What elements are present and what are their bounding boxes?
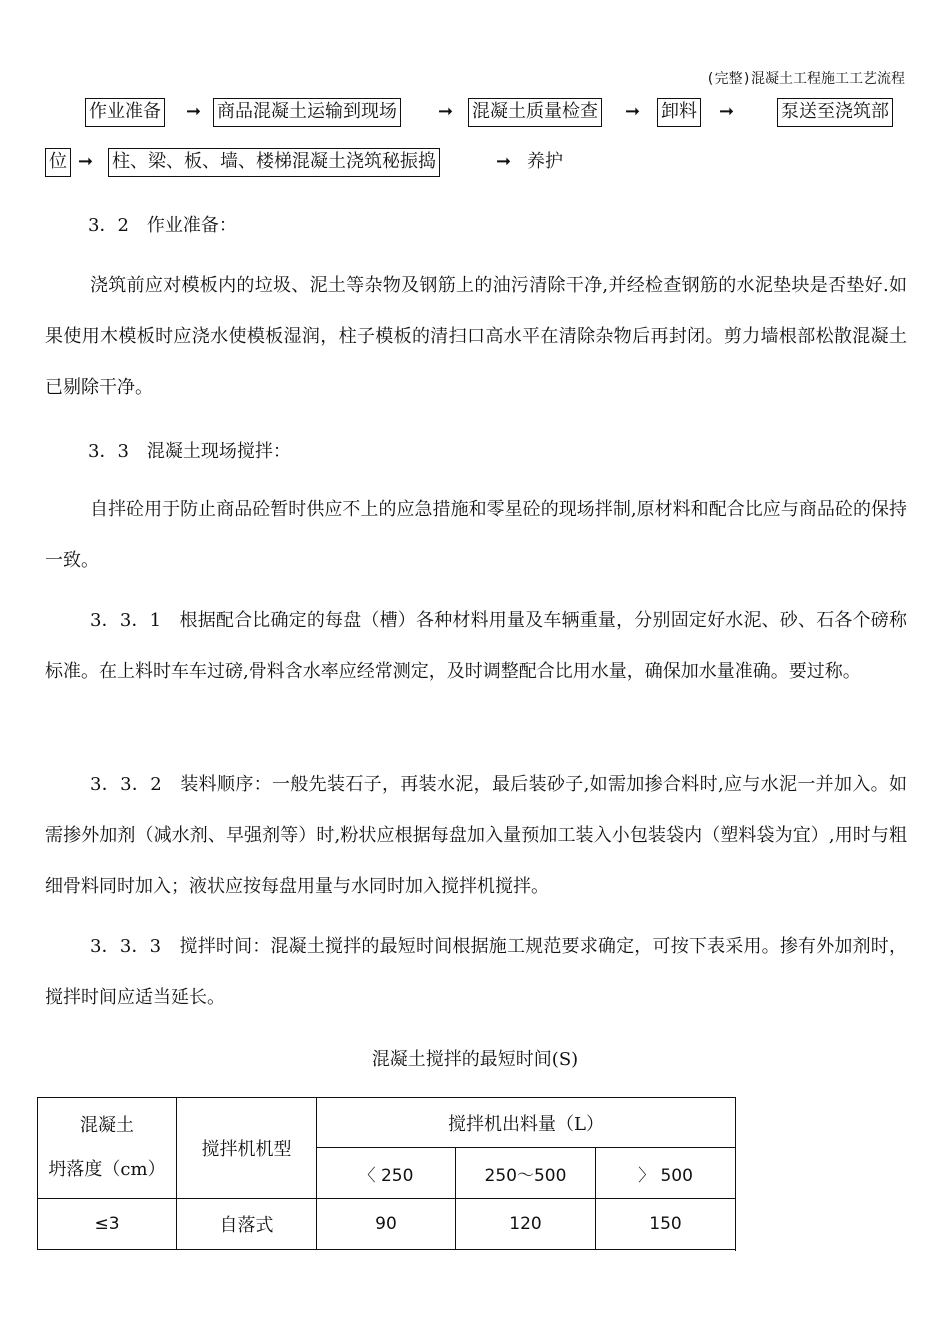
flow-arrow-icon: ➞: [438, 101, 454, 122]
table-caption: 混凝土搅拌的最短时间(S): [371, 1049, 579, 1070]
table-header-slump: [38, 1098, 177, 1199]
table-header-slump-line1: 混凝土: [80, 1115, 134, 1136]
table-row: [38, 1199, 736, 1250]
table-cell-value: 90: [317, 1199, 456, 1250]
table-cell-slump: ≤3: [38, 1199, 177, 1250]
flow-step-pumping: 泵送至浇筑部: [777, 98, 893, 127]
flow-arrow-icon: ➞: [78, 151, 94, 172]
table-cell-value: 150: [596, 1199, 736, 1250]
flow-arrow-icon: ➞: [719, 101, 735, 122]
section-3-3-body: 自拌砼用于防止商品砼暂时供应不上的应急措施和零星砼的现场拌制,原材料和配合比应与商品砼的保持一致。: [45, 499, 907, 571]
section-3-2-body: 浇筑前应对模板内的垃圾、泥土等杂物及钢筋上的油污清除干净,并经检查钢筋的水泥垫块是否垫好.如果使用木模板时应浇水使模板湿润，柱子模板的清扫口高水平在清除杂物后再封闭。剪力墙根部松散混凝土已剔除干净。: [45, 275, 907, 398]
table-cell-mixer-type: 自落式: [177, 1199, 317, 1250]
table-subheader-250-500: 250～500: [456, 1148, 596, 1199]
table-header-mixer-type: 搅拌机机型: [177, 1098, 317, 1199]
table-subheader-lt-250: 〈 250: [317, 1148, 456, 1199]
flow-step-transport: 商品混凝土运输到现场: [213, 98, 401, 127]
page-header: (完整)混凝土工程施工工艺流程: [706, 71, 905, 87]
flow-step-pouring: 柱、梁、板、墙、楼梯混凝土浇筑秘振捣: [108, 148, 440, 177]
section-3-3-1-body: 3．3．1 根据配合比确定的每盘（槽）各种材料用量及车辆重量，分别固定好水泥、砂、石各个磅称标准。在上料时车车过磅,骨料含水率应经常测定，及时调整配合比用水量，确保加水量准确。要过称。: [45, 610, 907, 682]
process-flow-line-1: [45, 98, 905, 130]
flow-step-unloading: 卸料: [657, 98, 701, 127]
flow-arrow-icon: ➞: [625, 101, 641, 122]
flow-arrow-icon: ➞: [496, 151, 512, 172]
section-3-3-3-body: 3．3．3 搅拌时间：混凝土搅拌的最短时间根据施工规范要求确定，可按下表采用。掺有外加剂时，搅拌时间应适当延长。: [45, 936, 907, 1008]
section-3-3-2-body: 3．3．2 装料顺序：一般先装石子，再装水泥，最后装砂子,如需加掺合料时,应与水泥一并加入。如需掺外加剂（减水剂、早强剂等）时,粉状应根据每盘加入量预加工装入小包装袋内（塑料袋为宜）,用时与粗细骨料同时加入；液状应按每盘用量与水同时加入搅拌机搅拌。: [45, 774, 907, 897]
section-3-3-heading: 3．3 混凝土现场搅拌：: [88, 441, 291, 462]
table-subheader-gt-500: 〉 500: [596, 1148, 736, 1199]
table-header-output: 搅拌机出料量（L）: [317, 1098, 736, 1148]
table-header-slump-line2: 坍落度（cm）: [48, 1159, 166, 1180]
mixing-time-table: [37, 1097, 736, 1250]
flow-step-curing: 养护: [527, 151, 563, 172]
flow-step-pumping-continued: 位: [45, 148, 71, 177]
process-flow-line-2: [45, 148, 905, 180]
flow-step-preparation: 作业准备: [85, 98, 165, 127]
section-3-2-heading: 3．2 作业准备：: [88, 215, 237, 236]
flow-arrow-icon: ➞: [186, 101, 202, 122]
table-right-border: [735, 1097, 736, 1251]
flow-step-quality-check: 混凝土质量检查: [468, 98, 602, 127]
table-cell-value: 120: [456, 1199, 596, 1250]
